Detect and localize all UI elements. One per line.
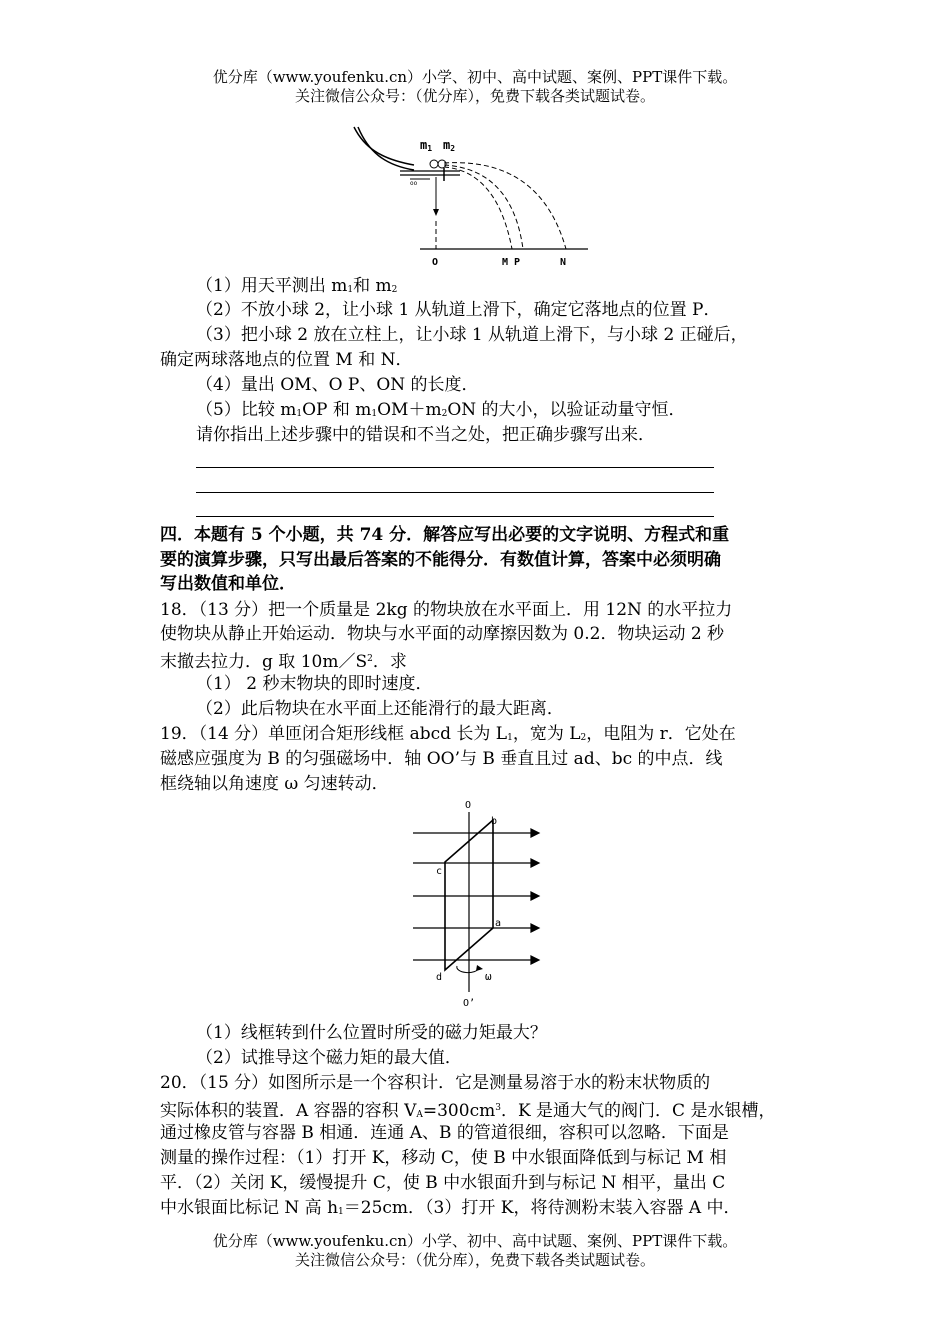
section4-line-2: 要的演算步骤，只写出最后答案的不能得分．有数值计算，答案中必须明确 [160,550,721,570]
label-N: N [560,257,567,268]
q17-step-5: （5）比较 m1OP 和 m1OM＋m2ON 的大小，以验证动量守恒． [196,400,686,420]
label-c: c [436,866,443,877]
answer-line-1[interactable] [196,467,714,468]
q20-line-3: 通过橡皮管与容器 B 相通．连通 A、B 的管道很细，容积可以忽略．下面是 [160,1123,729,1143]
label-m1: m1 [420,138,433,153]
answer-line-2[interactable] [196,492,714,493]
q17-step-2: （2）不放小球 2，让小球 1 从轨道上滑下，确定它落地点的位置 P． [196,300,721,320]
footer-line-1: 优分库（www.youfenku.cn）小学、初中、高中试题、案例、PPT课件下载。 [212,1232,738,1250]
label-d: d [436,972,443,983]
q19-line-3: 框绕轴以角速度 ω 匀速转动． [160,774,389,794]
q19-part-2: （2）试推导这个磁力矩的最大值． [196,1048,462,1068]
footer-line-2: 关注微信公众号：（优分库），免费下载各类试题试卷。 [294,1251,655,1269]
collision-apparatus-figure [352,125,592,270]
header-line-2: 关注微信公众号：（优分库），免费下载各类试题试卷。 [294,87,655,105]
label-omega: ω [485,970,492,983]
header-line-1: 优分库（www.youfenku.cn）小学、初中、高中试题、案例、PPT课件下载。 [212,68,738,86]
q18-line-2: 使物块从静止开始运动．物块与水平面的动摩擦因数为 0.2．物块运动 2 秒 [160,624,725,644]
label-O-prime: O’ [463,998,476,1009]
q18-line-3: 末撤去拉力．g 取 $10m/S^2$．求 [160,652,407,672]
q17-step-3b: 确定两球落地点的位置 M 和 N． [160,350,413,370]
q17-step-1: （1）用天平测出 m1和 m2 [196,276,398,296]
q19-line-2: 磁感应强度为 B 的匀强磁场中．轴 OO’与 B 垂直且过 ad、bc 的中点．线 [160,749,723,769]
q18-part-1: （1） 2 秒末物块的即时速度． [196,674,433,694]
label-b: b [491,816,498,827]
q17-step-4: （4）量出 OM、O P、ON 的长度． [196,375,479,395]
q20-line-5: 平．（2）关闭 K，缓慢提升 C，使 B 中水银面升到与标记 N 相平，量出 C [160,1173,726,1193]
label-a: a [495,918,502,929]
q18-line-1: 18．（13 分）把一个质量是 2kg 的物块放在水平面上．用 12N 的水平拉力 [160,600,733,620]
q20-line-6: 中水银面比标记 N 高 h1＝25cm．（3）打开 K，将待测粉末装入容器 A 中． [160,1198,741,1218]
q20-line-1: 20．（15 分）如图所示是一个容积计．它是测量易溶于水的粉末状物质的 [160,1073,711,1093]
q18-part-2: （2）此后物块在水平面上还能滑行的最大距离． [196,699,564,719]
label-P: P [514,257,521,268]
q20-line-4: 测量的操作过程：（1）打开 K，移动 C，使 B 中水银面降低到与标记 M 相 [160,1148,727,1168]
q17-ask: 请你指出上述步骤中的错误和不当之处，把正确步骤写出来． [196,425,655,445]
rotating-coil-figure [405,798,550,1013]
answer-line-3[interactable] [196,516,714,517]
label-M: M [502,257,509,268]
q20-line-2: 实际体积的装置．A 容器的容积 $VA=300cm^3$．K 是通大气的阀门．C 是水银槽， [160,1101,776,1121]
q19-line-1: 19．（14 分）单匝闭合矩形线框 abcd 长为 L1，宽为 L2，电阻为 r．它处在 [160,724,736,744]
label-m2: m2 [443,138,456,153]
ball-m1 [430,160,438,168]
label-O-top: O [465,800,472,811]
q17-step-3a: （3）把小球 2 放在立柱上，让小球 1 从轨道上滑下，与小球 2 正碰后， [196,325,748,345]
label-O: O [432,257,439,268]
section4-line-3: 写出数值和单位． [160,574,296,594]
q19-part-1: （1）线框转到什么位置时所受的磁力矩最大？ [196,1023,547,1043]
svg-text:oo: oo [410,180,418,187]
section4-line-1: 四．本题有 5 个小题，共 74 分．解答应写出必要的文字说明、方程式和重 [160,525,730,545]
